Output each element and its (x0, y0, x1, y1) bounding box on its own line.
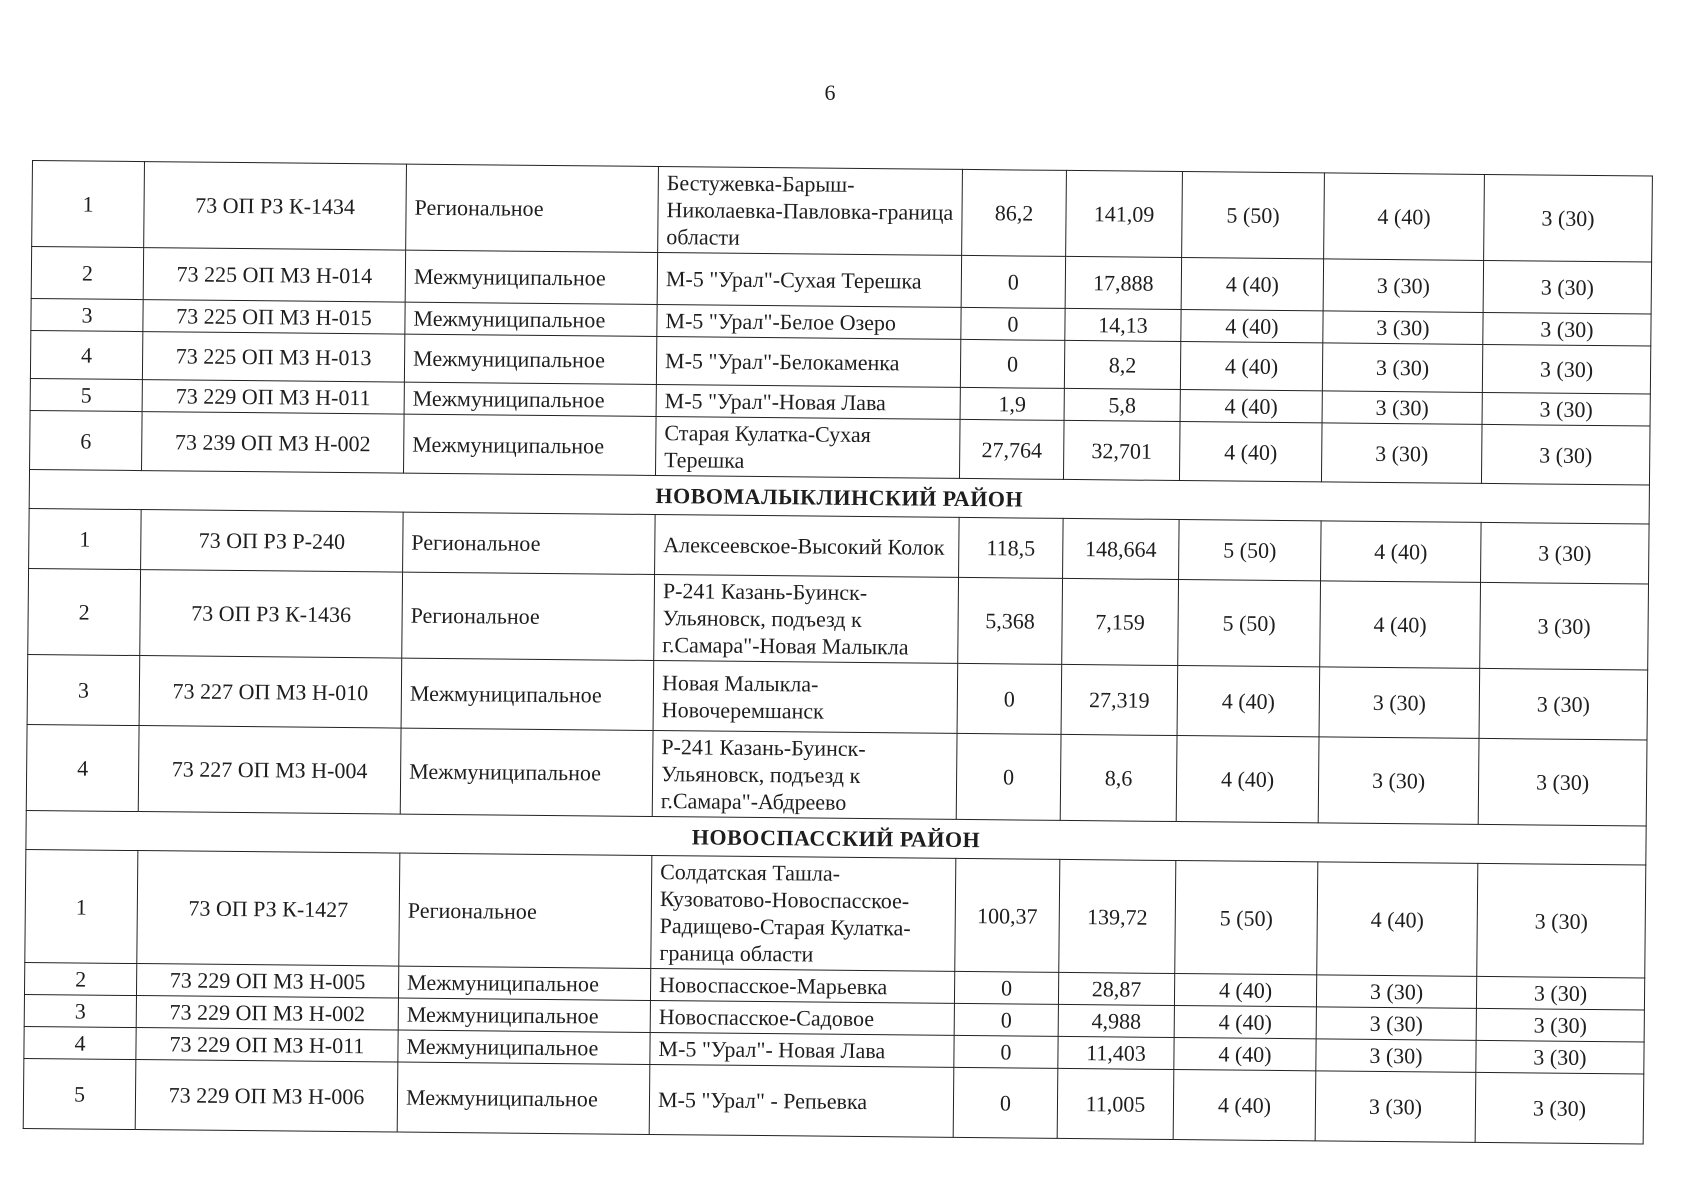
category-2-cell: 3 (30) (1319, 667, 1480, 739)
row-number-cell: 6 (30, 410, 143, 470)
road-type-cell: Межмуниципальное (397, 1062, 650, 1134)
category-2-cell: 4 (40) (1321, 521, 1482, 583)
category-2-cell: 3 (30) (1323, 259, 1483, 313)
row-number-cell: 2 (24, 962, 136, 995)
road-code-cell: 73 ОП РЗ К-1427 (137, 851, 400, 967)
category-1-cell: 4 (40) (1179, 422, 1322, 482)
category-3-cell: 3 (30) (1482, 344, 1650, 394)
category-3-cell: 3 (30) (1477, 863, 1646, 978)
category-1-cell: 4 (40) (1181, 310, 1323, 343)
km-start-cell: 0 (961, 307, 1065, 340)
category-3-cell: 3 (30) (1484, 174, 1653, 262)
road-name-cell: Старая Кулатка-Сухая Терешка (656, 417, 961, 479)
road-code-cell: 73 229 ОП МЗ Н-011 (136, 1028, 398, 1063)
road-type-cell: Региональное (399, 853, 652, 968)
category-3-cell: 3 (30) (1482, 392, 1650, 426)
road-type-cell: Межмуниципальное (404, 414, 657, 475)
road-code-cell: 73 227 ОП МЗ Н-004 (138, 726, 401, 815)
row-number-cell: 1 (25, 849, 138, 963)
road-code-cell: 73 229 ОП МЗ Н-005 (136, 964, 398, 999)
category-3-cell: 3 (30) (1478, 738, 1647, 826)
page-number: 6 (824, 80, 836, 105)
category-1-cell: 4 (40) (1177, 666, 1320, 737)
category-2-cell: 3 (30) (1316, 975, 1476, 1009)
km-start-cell: 0 (954, 1003, 1058, 1036)
km-start-cell: 0 (953, 1067, 1058, 1138)
km-start-cell: 100,37 (955, 858, 1060, 972)
category-3-cell: 3 (30) (1481, 424, 1650, 485)
category-2-cell: 3 (30) (1321, 423, 1482, 484)
km-end-cell: 4,988 (1058, 1004, 1174, 1037)
km-start-cell: 0 (960, 339, 1064, 388)
km-start-cell: 1,9 (960, 387, 1064, 420)
row-number-cell: 4 (30, 330, 142, 379)
road-type-cell: Межмуниципальное (405, 250, 657, 304)
km-end-cell: 8,2 (1064, 340, 1180, 389)
road-type-cell: Межмуниципальное (398, 1030, 650, 1064)
roads-table-container (23, 160, 1652, 1145)
km-start-cell: 0 (961, 255, 1065, 308)
road-type-cell: Региональное (403, 512, 656, 574)
row-number-cell: 3 (27, 654, 140, 725)
district-title: НОВОСПАССКИЙ РАЙОН (26, 810, 1646, 865)
km-start-cell: 0 (954, 971, 1058, 1004)
row-number-cell: 5 (23, 1058, 136, 1129)
km-end-cell: 11,403 (1058, 1036, 1174, 1069)
row-number-cell: 1 (32, 161, 145, 248)
road-name-cell: М-5 "Урал"-Белое Озеро (657, 305, 961, 340)
category-1-cell: 4 (40) (1173, 1070, 1316, 1141)
category-3-cell: 3 (30) (1479, 668, 1648, 740)
category-1-cell: 5 (50) (1179, 520, 1322, 581)
category-2-cell: 4 (40) (1317, 862, 1478, 977)
km-start-cell: 0 (956, 733, 1061, 820)
km-end-cell: 27,319 (1061, 664, 1178, 735)
road-type-cell: Межмуниципальное (398, 998, 650, 1032)
km-end-cell: 7,159 (1062, 578, 1179, 665)
row-number-cell: 3 (24, 994, 136, 1027)
table-body (23, 161, 1652, 1145)
row-number-cell: 2 (31, 247, 143, 300)
road-type-cell: Межмуниципальное (401, 658, 654, 730)
category-3-cell: 3 (30) (1476, 976, 1644, 1010)
category-1-cell: 5 (50) (1175, 861, 1318, 975)
road-name-cell: М-5 "Урал"-Новая Лава (656, 385, 960, 420)
road-code-cell: 73 229 ОП МЗ Н-002 (136, 996, 398, 1031)
road-code-cell: 73 239 ОП МЗ Н-002 (142, 412, 405, 474)
category-2-cell: 3 (30) (1316, 1007, 1476, 1041)
km-start-cell: 0 (957, 663, 1062, 734)
road-type-cell: Межмуниципальное (404, 334, 656, 384)
road-name-cell: Бестужевка-Барыш-Николаевка-Павловка-граница области (658, 167, 963, 256)
category-1-cell: 4 (40) (1180, 342, 1322, 391)
row-number-cell: 4 (24, 1026, 136, 1059)
category-2-cell: 3 (30) (1316, 1039, 1476, 1073)
road-type-cell: Межмуниципальное (398, 966, 650, 1000)
category-2-cell: 4 (40) (1324, 173, 1485, 261)
road-name-cell: Новоспасское-Садовое (650, 1000, 954, 1035)
category-1-cell: 4 (40) (1180, 390, 1322, 423)
km-end-cell: 14,13 (1065, 308, 1181, 341)
road-name-cell: М-5 "Урал"-Белокаменка (656, 337, 960, 388)
km-start-cell: 27,764 (959, 419, 1064, 479)
road-type-cell: Межмуниципальное (400, 728, 653, 816)
km-end-cell: 8,6 (1060, 734, 1177, 821)
category-2-cell: 3 (30) (1322, 391, 1482, 425)
road-type-cell: Региональное (406, 164, 659, 252)
category-1-cell: 5 (50) (1182, 172, 1325, 259)
category-2-cell: 3 (30) (1322, 343, 1482, 393)
road-name-cell: Солдатская Ташла-Кузоватово-Новоспасское-Радищево-Старая Кулатка-граница области (651, 855, 956, 971)
road-code-cell: 73 ОП РЗ К-1436 (140, 570, 403, 659)
category-1-cell: 4 (40) (1176, 736, 1319, 823)
km-start-cell: 5,368 (958, 577, 1063, 664)
category-2-cell: 3 (30) (1315, 1071, 1476, 1143)
road-type-cell: Региональное (402, 572, 655, 660)
km-end-cell: 28,87 (1058, 972, 1174, 1005)
category-3-cell: 3 (30) (1480, 582, 1649, 670)
row-number-cell: 3 (31, 298, 143, 331)
table-row (26, 724, 1647, 826)
road-name-cell: М-5 "Урал" - Репьевка (649, 1064, 954, 1137)
roads-table (23, 160, 1653, 1145)
road-name-cell: Р-241 Казань-Буинск-Ульяновск, подъезд к г.Самара"-Абдреево (652, 730, 957, 819)
km-end-cell: 17,888 (1065, 256, 1181, 309)
category-3-cell: 3 (30) (1476, 1040, 1644, 1074)
table-row (32, 161, 1653, 263)
km-end-cell: 11,005 (1057, 1068, 1174, 1139)
road-code-cell: 73 227 ОП МЗ Н-010 (139, 656, 402, 729)
district-title: НОВОМАЛЫКЛИНСКИЙ РАЙОН (29, 469, 1649, 524)
road-code-cell: 73 225 ОП МЗ Н-014 (143, 248, 405, 303)
table-row (23, 1058, 1644, 1144)
row-number-cell: 5 (30, 378, 142, 411)
category-1-cell: 4 (40) (1174, 1006, 1316, 1039)
km-end-cell: 141,09 (1066, 170, 1183, 257)
road-code-cell: 73 225 ОП МЗ Н-013 (142, 332, 404, 383)
category-2-cell: 3 (30) (1318, 737, 1479, 825)
km-start-cell: 118,5 (959, 517, 1064, 578)
row-number-cell: 2 (28, 568, 141, 655)
road-name-cell: Новоспасское-Марьевка (650, 968, 954, 1003)
road-code-cell: 73 229 ОП МЗ Н-011 (142, 380, 404, 415)
road-code-cell: 73 ОП РЗ К-1434 (144, 162, 407, 251)
km-start-cell: 0 (954, 1035, 1058, 1068)
category-1-cell: 4 (40) (1181, 258, 1323, 311)
km-end-cell: 148,664 (1063, 518, 1180, 579)
road-name-cell: М-5 "Урал"-Сухая Терешка (657, 253, 961, 308)
category-3-cell: 3 (30) (1483, 260, 1651, 314)
category-2-cell: 4 (40) (1320, 581, 1481, 669)
km-start-cell: 86,2 (962, 169, 1067, 256)
road-type-cell: Межмуниципальное (405, 302, 657, 336)
road-code-cell: 73 ОП РЗ Р-240 (141, 510, 404, 573)
row-number-cell: 1 (29, 508, 142, 569)
category-2-cell: 3 (30) (1323, 311, 1483, 345)
road-code-cell: 73 225 ОП МЗ Н-015 (143, 300, 405, 335)
category-3-cell: 3 (30) (1475, 1072, 1644, 1144)
km-end-cell: 139,72 (1059, 859, 1176, 973)
table-row (28, 568, 1649, 670)
table-row (25, 849, 1646, 978)
category-3-cell: 3 (30) (1481, 522, 1650, 584)
category-1-cell: 4 (40) (1174, 974, 1316, 1007)
road-type-cell: Межмуниципальное (404, 382, 656, 416)
road-name-cell: Р-241 Казань-Буинск-Ульяновск, подъезд к г.Самара"-Новая Малыкла (654, 574, 959, 663)
category-3-cell: 3 (30) (1483, 312, 1651, 346)
category-1-cell: 5 (50) (1178, 580, 1321, 667)
road-name-cell: Новая Малыкла-Новочеремшанск (653, 660, 958, 733)
category-3-cell: 3 (30) (1476, 1008, 1644, 1042)
km-end-cell: 5,8 (1064, 388, 1180, 421)
km-end-cell: 32,701 (1063, 420, 1180, 480)
road-name-cell: Алексеевское-Высокий Колок (655, 514, 960, 577)
road-code-cell: 73 229 ОП МЗ Н-006 (135, 1060, 398, 1133)
row-number-cell: 4 (26, 724, 139, 811)
road-name-cell: М-5 "Урал"- Новая Лава (650, 1032, 954, 1067)
category-1-cell: 4 (40) (1174, 1038, 1316, 1071)
